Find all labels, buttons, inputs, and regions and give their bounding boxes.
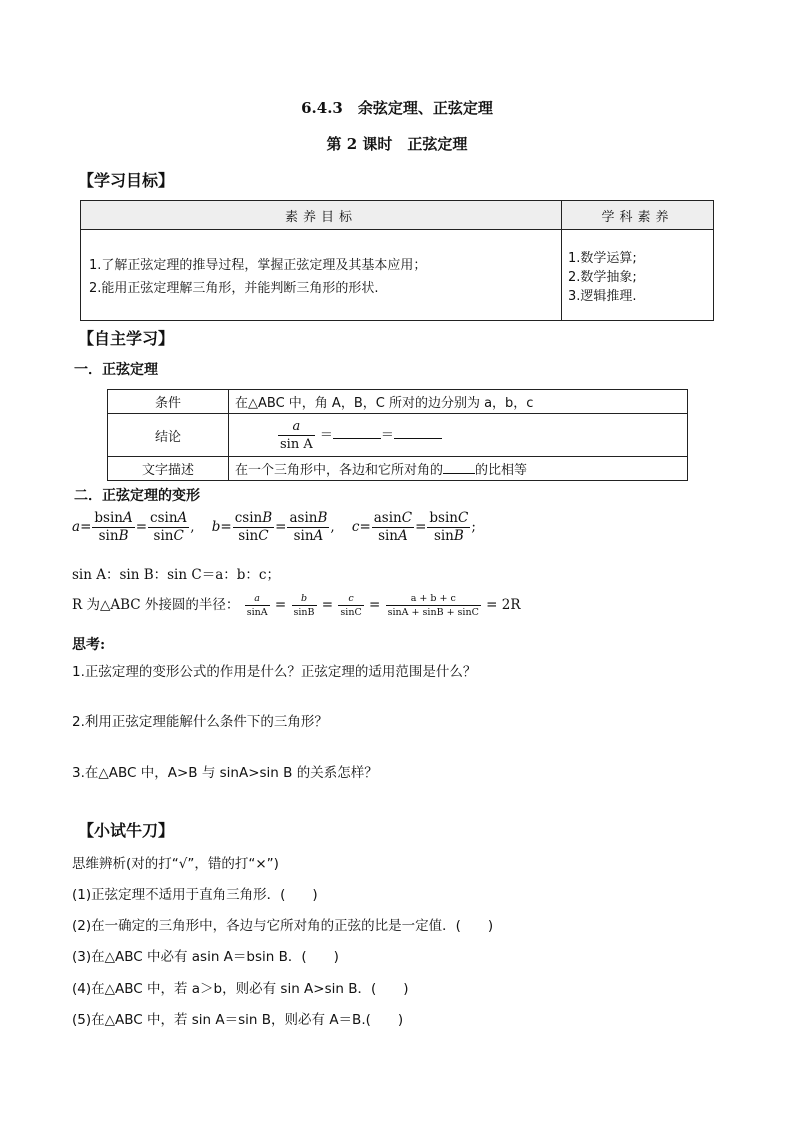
objective-1: 1.了解正弦定理的推导过程，掌握正弦定理及其基本应用； xyxy=(89,258,427,273)
conclusion-fraction: $\frac{a}{\text{sin A}}$ xyxy=(280,418,313,452)
question-2: 2.利用正弦定理能解什么条件下的三角形？ xyxy=(72,714,328,730)
practice-item-4: (4)在△ABC 中，若 a＞b，则必有 sin A>sin B．( ) xyxy=(72,981,409,997)
question-1: 1.正弦定理的变形公式的作用是什么？正弦定理的适用范围是什么？ xyxy=(72,664,477,680)
ratio-line: sin A：sin B：sin C＝a：b：c； xyxy=(72,567,280,583)
description-value: 在一个三角形中，各边和它所对角的 的比相等 xyxy=(229,457,688,481)
answer-blank[interactable] xyxy=(443,473,475,474)
objectives-cell xyxy=(81,230,562,321)
description-label: 文字描述 xyxy=(108,457,229,481)
lesson-subtitle: 第 2 课时 正弦定理 xyxy=(326,135,468,153)
objective-2: 2.能用正弦定理解三角形，并能判断三角形的形状. xyxy=(89,281,379,296)
practice-heading: 【小试牛刀】 xyxy=(78,821,175,840)
self-study-heading: 【自主学习】 xyxy=(78,329,175,348)
practice-item-5: (5)在△ABC 中，若 sin A＝sin B，则必有 A＝B.( ) xyxy=(72,1012,404,1028)
think-label: 思考: xyxy=(72,637,106,653)
circumradius-line: R 为△ABC 外接圆的半径： $\frac{a}{\sin A}$ = $\frac{b}{\sin B}$ = $\frac{c}{\sin C}$ = $\frac{a + b + c}{\sin A + \sin B + \sin C}$ = 2R xyxy=(72,593,521,618)
literacy-cell xyxy=(562,230,714,321)
theorem-table xyxy=(107,389,688,481)
question-3: 3.在△ABC 中，A>B 与 sinA>sin B 的关系怎样？ xyxy=(72,765,378,781)
condition-value: 在△ABC 中，角 A，B，C 所对的边分别为 a，b，c xyxy=(229,390,688,414)
learning-goals-table xyxy=(80,200,714,321)
practice-item-3: (3)在△ABC 中必有 asin A＝bsin B．( ) xyxy=(72,949,339,965)
answer-blank[interactable] xyxy=(394,438,442,439)
section-sine-theorem: 一．正弦定理 xyxy=(74,362,158,378)
answer-blank[interactable] xyxy=(333,438,381,439)
literacy-3: 3.逻辑推理. xyxy=(568,288,637,304)
condition-label: 条件 xyxy=(108,390,229,414)
section-theorem-variants: 二．正弦定理的变形 xyxy=(74,488,200,504)
lesson-title: 6.4.3 余弦定理、正弦定理 xyxy=(301,99,493,117)
conclusion-value: $\frac{a}{\text{sin A}}$ ＝ ＝ xyxy=(229,414,688,457)
conclusion-label: 结论 xyxy=(108,414,229,457)
practice-item-1: (1)正弦定理不适用于直角三角形．( ) xyxy=(72,887,318,903)
learning-goals-heading: 【学习目标】 xyxy=(78,171,175,190)
literacy-col-header: 学科素养 xyxy=(562,201,714,230)
goals-col-header: 素养目标 xyxy=(81,201,562,230)
literacy-2: 2.数学抽象; xyxy=(568,269,637,285)
practice-intro: 思维辨析(对的打“√”，错的打“×”) xyxy=(72,856,279,872)
variant-formulas: a= $\frac{bsinA}{\sin B}$ = $\frac{csinA}{\sin C}$ , b= $\frac{csinB}{\sin C}$ = $\frac{asinB}{\sin A}$ , c= $\frac{asinC}{\sin A}$ = $\frac{bsinC}{\sin B}$ ; xyxy=(72,510,476,544)
practice-item-2: (2)在一确定的三角形中，各边与它所对角的正弦的比是一定值．( ) xyxy=(72,918,494,934)
literacy-1: 1.数学运算; xyxy=(568,250,637,266)
